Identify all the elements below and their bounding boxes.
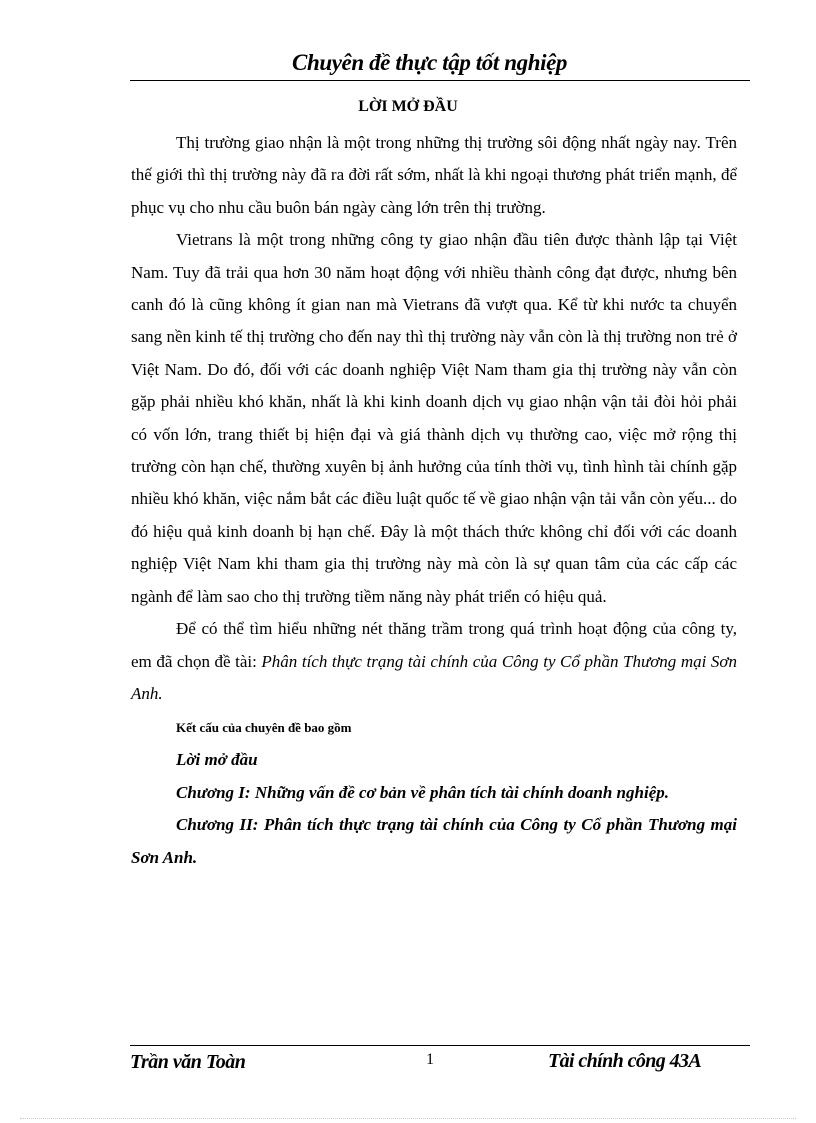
page-number: 1 bbox=[426, 1051, 434, 1068]
footer-divider bbox=[130, 1045, 750, 1046]
header-divider bbox=[130, 80, 750, 81]
body-paragraph-2: Vietrans là một trong những công ty giao nhận đầu tiên được thành lập tại Việt Nam. Tuy đã trải qua hơn 30 năm hoạt động với nhiều thành công đạt được, nhưng bên canh đó là cũng không ít gian nan mà Vietrans đã vượt qua. Kể từ khi nước ta chuyển sang nền kinh tế thị trường cho đến nay thì thị trường này vẫn còn là thị trường non trẻ ở Việt Nam. Do đó, đối với các doanh nghiệp Việt Nam tham gia thị trường này vẫn còn gặp phải nhiều khó khăn, nhất là khi kinh doanh dịch vụ giao nhận vận tải đòi hỏi phải có vốn lớn, trang thiết bị hiện đại và giá thành dịch vụ thường cao, việc mở rộng thị trường còn hạn chế, thường xuyên bị ảnh hưởng của tính thời vụ, tình hình tài chính gặp nhiều khó khăn, việc nắm bắt các điều luật quốc tế về giao nhận vận tải vẫn còn yếu... do đó hiệu quả kinh doanh bị hạn chế. Đây là một thách thức không chỉ đối với các doanh nghiệp Việt Nam khi tham gia thị trường này mà còn là sự quan tâm của các cấp các ngành để làm sao cho thị trường tiềm năng này phát triển có hiệu quả. bbox=[131, 230, 737, 606]
topic-paragraph bbox=[131, 613, 737, 710]
toc-item-intro: Lời mở đầu bbox=[176, 750, 258, 770]
header-title: Chuyên đề thực tập tốt nghiệp bbox=[292, 50, 568, 75]
toc-item-chapter-2: Chương II: Phân tích thực trạng tài chính của Công ty Cổ phần Thương mại Sơn Anh. bbox=[131, 815, 737, 867]
document-body bbox=[131, 127, 737, 874]
footer-author: Trần văn Toàn bbox=[130, 1051, 246, 1073]
body-paragraph-1: Thị trường giao nhận là một trong những thị trường sôi động nhất ngày nay. Trên thế giới thì thị trường này đã ra đời rất sớm, nhất là khi ngoại thương phát triển mạnh, để phục vụ cho nhu cầu buôn bán ngày càng lớn trên thị trường. bbox=[131, 133, 737, 217]
topic-intro-text: Để có thể tìm hiểu những nét thăng trầm trong quá trình hoạt động của công ty, em đã chọn đề tài: bbox=[131, 619, 737, 671]
toc-item-chapter-1: Chương I: Những vấn đề cơ bản về phân tích tài chính doanh nghiệp. bbox=[176, 782, 669, 802]
topic-title-text: Phân tích thực trạng tài chính của Công ty Cổ phần Thương mại Sơn Anh. bbox=[131, 651, 737, 703]
structure-label: Kết cấu của chuyên đề bao gồm bbox=[176, 720, 352, 736]
footer-class-name: Tài chính công 43A bbox=[548, 1050, 702, 1072]
section-heading: LỜI MỞ ĐẦU bbox=[358, 98, 458, 115]
page-edge-dots bbox=[20, 1118, 796, 1119]
